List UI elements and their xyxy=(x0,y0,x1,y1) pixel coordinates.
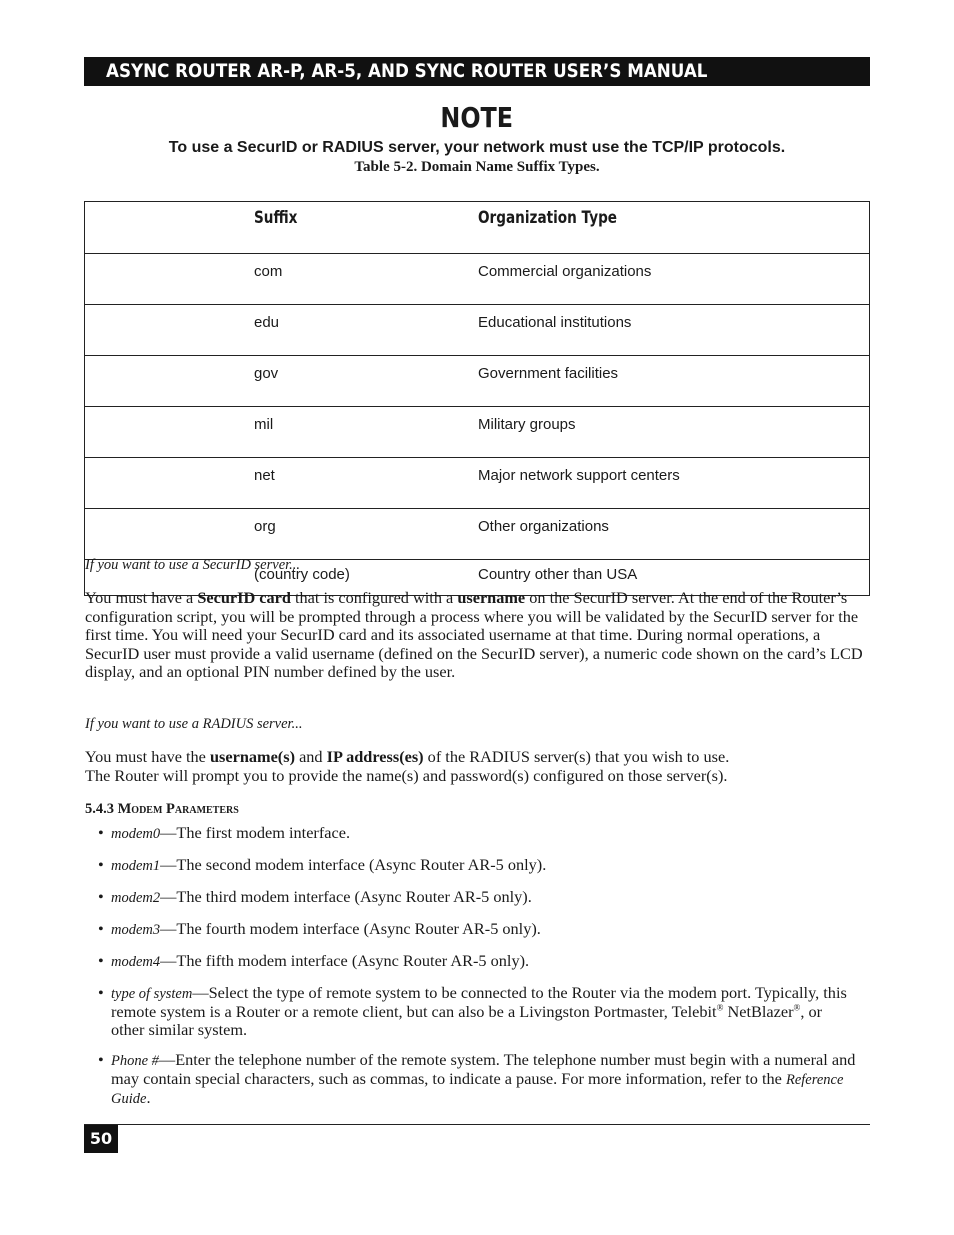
table-row xyxy=(85,458,870,509)
table-row xyxy=(85,254,870,305)
note-title: NOTE xyxy=(440,101,514,134)
securid-lead: If you want to use a SecurID server... xyxy=(85,557,301,573)
list-item: • modem1—The second modem interface (Async Router AR-5 only). xyxy=(98,855,547,874)
footer-divider xyxy=(84,1124,870,1125)
page-number: 50 xyxy=(84,1125,118,1153)
domain-suffix-table xyxy=(84,201,870,596)
organization-cell: Government facilities xyxy=(478,356,870,407)
list-item: • modem2—The third modem interface (Async Router AR-5 only). xyxy=(98,887,532,906)
list-item: • modem3—The fourth modem interface (Async Router AR-5 only). xyxy=(98,919,541,938)
organization-cell: Commercial organizations xyxy=(478,254,870,305)
table-caption: Table 5-2. Domain Name Suffix Types. xyxy=(354,159,600,175)
note-text: To use a SecurID or RADIUS server, your network must use the TCP/IP protocols. xyxy=(168,139,786,156)
securid-paragraph: You must have a SecurID card that is configured with a username on the SecurID server. At the end of the Router’s configuration script, you will be prompted through a process where you will be validated by the SecurID server for the first time. You will need your SecurID card and its associated username at that time. During normal operations, a SecurID user must provide a valid username (defined on the SecurID server), a numeric code shown on the card’s LCD display, and an optional PIN number defined by the user. xyxy=(85,588,863,681)
suffix-cell: gov xyxy=(85,356,479,407)
column-header-suffix: Suffix xyxy=(85,202,479,254)
radius-paragraph: You must have the username(s) and IP address(es) of the RADIUS server(s) that you wish to use. The Router will prompt you to provide the name(s) and password(s) configured on those server(s). xyxy=(85,747,730,785)
organization-cell: Other organizations xyxy=(478,509,870,560)
organization-cell: Country other than USA xyxy=(478,566,638,583)
suffix-cell: (country code) xyxy=(254,566,350,583)
organization-cell: Educational institutions xyxy=(478,305,870,356)
manual-title: ASYNC ROUTER AR-P, AR-5, AND SYNC ROUTER USER’S MANUAL xyxy=(106,60,708,82)
list-item: • modem0—The first modem interface. xyxy=(98,823,351,842)
list-item: • modem4—The fifth modem interface (Async Router AR-5 only). xyxy=(98,951,530,970)
suffix-cell: edu xyxy=(85,305,479,356)
organization-cell: Major network support centers xyxy=(478,458,870,509)
table-header-row xyxy=(85,202,870,254)
suffix-cell: net xyxy=(85,458,479,509)
table-row xyxy=(85,356,870,407)
organization-cell: Military groups xyxy=(478,407,870,458)
column-header-organization-type: Organization Type xyxy=(478,202,870,254)
suffix-cell: com xyxy=(85,254,479,305)
table-row xyxy=(85,305,870,356)
list-item-phone: • Phone #—Enter the telephone number of the remote system. The telephone number must begin with a numeral and may contain special characters, such as commas, to indicate a pause. For more information, refer to the Reference Guide. xyxy=(98,1050,856,1107)
section-heading: 5.4.3 Modem Parameters xyxy=(85,801,239,817)
radius-lead: If you want to use a RADIUS server... xyxy=(85,716,303,732)
table-row xyxy=(85,509,870,560)
list-item-type-of-system: • type of system—Select the type of remote system to be connected to the Router via the modem port. Typically, this remote system is a Router or a remote client, but can also be a Livingston Portmaster, Telebit® NetBlazer®, or other similar system. xyxy=(98,983,847,1039)
header-bar xyxy=(84,57,870,86)
suffix-cell: org xyxy=(85,509,479,560)
suffix-cell: mil xyxy=(85,407,479,458)
table-row xyxy=(85,407,870,458)
